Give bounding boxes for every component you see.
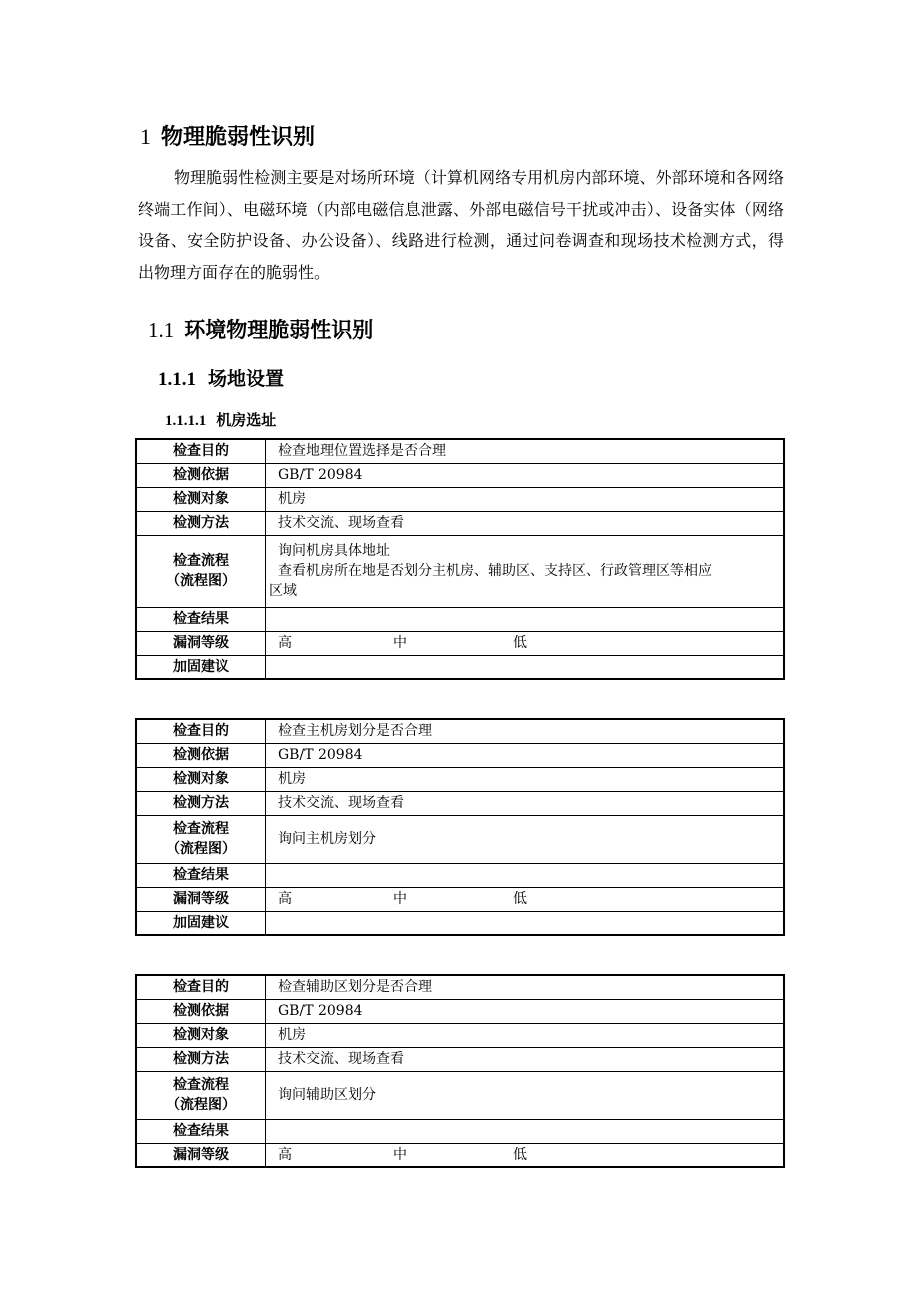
heading-3: [158, 364, 284, 391]
value-purpose: 检查主机房划分是否合理: [266, 719, 785, 743]
check-table-site-location: [135, 438, 785, 680]
label-flow-line2: （流程图）: [166, 573, 236, 589]
value-method: 技术交流、现场查看: [266, 511, 785, 535]
label-purpose: 检查目的: [136, 719, 266, 743]
flow-step-2-cont: 区域: [269, 583, 297, 599]
value-method: 技术交流、现场查看: [266, 791, 785, 815]
label-advice: 加固建议: [136, 655, 266, 679]
level-high: 高: [278, 635, 292, 651]
label-level: 漏洞等级: [136, 887, 266, 911]
value-advice: [266, 655, 785, 679]
value-advice: [266, 911, 785, 935]
value-result: [266, 863, 785, 887]
value-basis: GB/T 20984: [266, 463, 785, 487]
value-level: [266, 631, 785, 655]
heading-4: [165, 409, 276, 430]
value-result: [266, 607, 785, 631]
value-object: 机房: [266, 1023, 785, 1047]
label-object: 检测对象: [136, 767, 266, 791]
label-method: 检测方法: [136, 1047, 266, 1071]
level-mid: 中: [393, 1146, 407, 1163]
label-object: 检测对象: [136, 1023, 266, 1047]
value-method: 技术交流、现场查看: [266, 1047, 785, 1071]
flow-step-2: 查看机房所在地是否划分主机房、辅助区、支持区、行政管理区等相应: [278, 563, 712, 579]
value-flow: 询问辅助区划分: [266, 1071, 785, 1119]
heading-4-number: 1.1.1.1: [165, 413, 207, 429]
heading-2-number: 1.1: [148, 318, 175, 342]
label-flow: [136, 815, 266, 863]
label-basis: 检测依据: [136, 743, 266, 767]
label-method: 检测方法: [136, 511, 266, 535]
heading-1-number: 1: [140, 124, 151, 149]
heading-2: [148, 314, 373, 344]
label-purpose: 检查目的: [136, 439, 266, 463]
label-level: 漏洞等级: [136, 1143, 266, 1167]
level-high: 高: [278, 1146, 292, 1163]
label-basis: 检测依据: [136, 999, 266, 1023]
value-flow: 询问主机房划分: [266, 815, 785, 863]
label-method: 检测方法: [136, 791, 266, 815]
intro-paragraph: 物理脆弱性检测主要是对场所环境（计算机网络专用机房内部环境、外部环境和各网络终端工作间）、电磁环境（内部电磁信息泄露、外部电磁信号干扰或冲击）、设备实体（网络设备、安全防护设备、办公设备）、线路进行检测，通过问卷调查和现场技术检测方式，得出物理方面存在的脆弱性。: [138, 168, 784, 282]
value-object: 机房: [266, 767, 785, 791]
heading-2-text: 环境物理脆弱性识别: [184, 317, 374, 342]
label-result: 检查结果: [136, 863, 266, 887]
label-purpose: 检查目的: [136, 975, 266, 999]
level-low: 低: [513, 635, 527, 651]
label-flow-line1: 检查流程: [173, 821, 229, 837]
level-low: 低: [513, 1146, 527, 1163]
label-flow-line2: （流程图）: [166, 1097, 236, 1113]
value-purpose: 检查辅助区划分是否合理: [266, 975, 785, 999]
check-table-main-room: [135, 718, 785, 936]
value-result: [266, 1119, 785, 1143]
label-flow: [136, 535, 266, 607]
label-object: 检测对象: [136, 487, 266, 511]
label-flow-line1: 检查流程: [173, 1077, 229, 1093]
label-level: 漏洞等级: [136, 631, 266, 655]
level-mid: 中: [393, 891, 407, 907]
level-high: 高: [278, 891, 292, 907]
value-object: 机房: [266, 487, 785, 511]
label-result: 检查结果: [136, 607, 266, 631]
check-table-auxiliary-area: [135, 974, 785, 1168]
label-basis: 检测依据: [136, 463, 266, 487]
heading-1: [140, 120, 315, 151]
flow-step-1: 询问机房具体地址: [278, 543, 390, 559]
heading-1-text: 物理脆弱性识别: [161, 124, 316, 150]
value-level: [266, 887, 785, 911]
value-level: [266, 1143, 785, 1167]
label-flow-line2: （流程图）: [166, 841, 236, 857]
label-advice: 加固建议: [136, 911, 266, 935]
label-flow-line1: 检查流程: [173, 553, 229, 569]
value-basis: GB/T 20984: [266, 999, 785, 1023]
value-basis: GB/T 20984: [266, 743, 785, 767]
value-flow: [266, 535, 785, 607]
level-low: 低: [513, 891, 527, 907]
heading-3-number: 1.1.1: [158, 369, 196, 390]
value-purpose: 检查地理位置选择是否合理: [266, 439, 785, 463]
heading-4-text: 机房选址: [216, 411, 277, 429]
label-result: 检查结果: [136, 1119, 266, 1143]
heading-3-text: 场地设置: [208, 368, 285, 390]
label-flow: [136, 1071, 266, 1119]
level-mid: 中: [393, 635, 407, 651]
